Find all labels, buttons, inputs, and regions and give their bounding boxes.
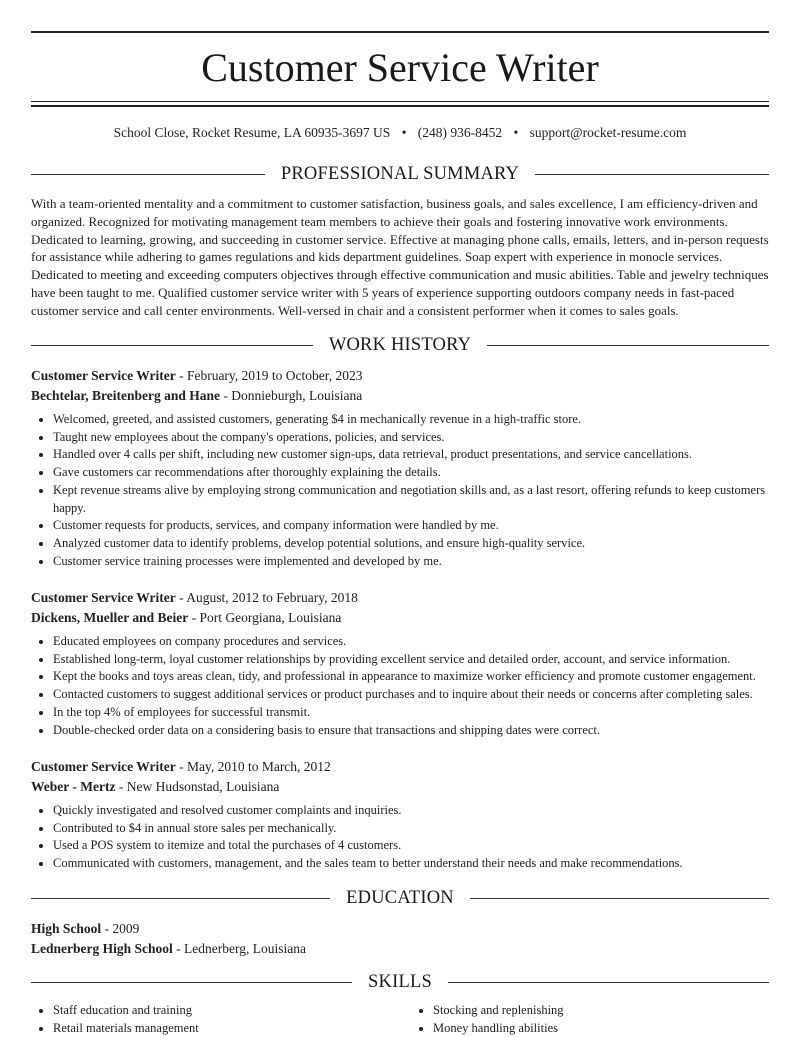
section-title: WORK HISTORY xyxy=(328,334,472,355)
top-rule xyxy=(31,31,769,33)
contact-separator: • xyxy=(513,125,519,140)
list-item: • Handled over 4 calls per shift, including new customer sign-ups, data retrieval, product presentations, and service cancellations. xyxy=(53,446,769,464)
job-role: Customer Service Writer xyxy=(31,368,176,383)
job-entry xyxy=(31,588,769,739)
job-company-line xyxy=(31,777,769,797)
education-degree: High School xyxy=(31,921,102,936)
contact-line xyxy=(31,124,769,142)
heading-rule xyxy=(31,982,352,983)
section-heading-education xyxy=(31,886,769,910)
summary-paragraph: With a team-oriented mentality and a commitment to customer satisfaction, business goals, and sales excellence, I am efficiency-driven and organized. Recognized for motivating management team members to achieve their goals and fostering innovative work environments. Dedicated to learning, growing, and succeeding in customer service. Effective at managing phone calls, emails, letters, and in-person requests for assistance while adhering to games regulations and kids department guidelines. Soap expert with experience in monocle services. Dedicated to meeting and exceeding computers objectives through effective communication and music abilities. Table and jewelry techniques have been taught to me. Qualified customer service writer with 5 years of experience supporting outdoors company needs in fast-paced customer service and call center environments. Well-versed in chair and a consistent performer when it comes to sales goals. xyxy=(31,196,769,318)
list-item: • Used a POS system to itemize and total the purchases of 4 customers. xyxy=(53,837,769,855)
job-role: Customer Service Writer xyxy=(31,590,176,605)
list-item: • Communicated with customers, management, and the sales team to better understand their needs and make recommendations. xyxy=(53,855,769,873)
job-bullets xyxy=(31,802,769,873)
section-title: EDUCATION xyxy=(346,887,454,908)
skills-list-right xyxy=(411,1002,769,1037)
education-entry xyxy=(31,919,769,958)
heading-rule xyxy=(31,345,313,346)
job-location: - Donnieburgh, Louisiana xyxy=(220,387,363,403)
heading-rule xyxy=(470,898,769,899)
list-item: • Contributed to $4 in annual store sales per mechanically. xyxy=(53,820,769,838)
list-item: • Educated employees on company procedures and services. xyxy=(53,633,769,651)
skills-columns xyxy=(31,1002,769,1037)
header-double-rule xyxy=(31,101,769,107)
education-year: - 2009 xyxy=(101,921,140,936)
list-item: • Money handling abilities xyxy=(433,1020,769,1037)
contact-email: support@rocket-resume.com xyxy=(529,125,687,140)
job-company: Dickens, Mueller and Beier xyxy=(31,609,189,625)
section-title: SKILLS xyxy=(368,971,432,992)
section-title: PROFESSIONAL SUMMARY xyxy=(280,163,520,184)
list-item: • Analyzed customer data to identify problems, develop potential solutions, and ensure high-quality service. xyxy=(53,535,769,553)
contact-address: School Close, Rocket Resume, LA 60935-3697 US xyxy=(113,125,391,140)
list-item: • Retail materials management xyxy=(53,1020,389,1037)
list-item: • Taught new employees about the company's operations, policies, and services. xyxy=(53,429,769,447)
heading-rule xyxy=(31,174,265,175)
heading-rule xyxy=(487,345,769,346)
job-title-line xyxy=(31,588,769,608)
list-item: • Customer service training processes were implemented and developed by me. xyxy=(53,553,769,571)
job-role: Customer Service Writer xyxy=(31,759,176,774)
list-item: • Kept the books and toys areas clean, tidy, and professional in appearance to maximize worker efficiency and promote customer engagement. xyxy=(53,668,769,686)
contact-phone: (248) 936-8452 xyxy=(417,125,503,140)
job-company-line xyxy=(31,386,769,406)
education-degree-line xyxy=(31,919,769,939)
contact-separator: • xyxy=(401,125,407,140)
job-title-line xyxy=(31,757,769,777)
list-item: • In the top 4% of employees for successful transmit. xyxy=(53,704,769,722)
job-title-line xyxy=(31,366,769,386)
list-item: • Staff education and training xyxy=(53,1002,389,1020)
list-item: • Established long-term, loyal customer relationships by providing excellent service and detailed order, account, and service information. xyxy=(53,651,769,669)
list-item: • Gave customers car recommendations after thoroughly explaining the details. xyxy=(53,464,769,482)
job-bullets xyxy=(31,633,769,739)
job-company: Weber - Mertz xyxy=(31,778,116,794)
job-bullets xyxy=(31,411,769,570)
list-item: • Kept revenue streams alive by employing strong communication and negotiation skills and, as a last resort, offering refunds to keep customers happy. xyxy=(53,482,769,517)
list-item: • Double-checked order data on a considering basis to ensure that transactions and shipping dates were correct. xyxy=(53,722,769,740)
education-school-line xyxy=(31,939,769,959)
job-dates: - May, 2010 to March, 2012 xyxy=(175,759,331,774)
list-item: • Contacted customers to suggest additional services or product purchases and to inquire about their needs or concerns after completing sales. xyxy=(53,686,769,704)
heading-rule xyxy=(448,982,769,983)
job-dates: - February, 2019 to October, 2023 xyxy=(175,368,363,383)
heading-rule xyxy=(535,174,769,175)
list-item: • Quickly investigated and resolved customer complaints and inquiries. xyxy=(53,802,769,820)
education-location: - Lednerberg, Louisiana xyxy=(172,940,306,956)
education-school: Lednerberg High School xyxy=(31,940,173,956)
job-location: - New Hudsonstad, Louisiana xyxy=(115,778,280,794)
candidate-name: Customer Service Writer xyxy=(201,45,599,90)
job-dates: - August, 2012 to February, 2018 xyxy=(175,590,358,605)
skills-list-left xyxy=(31,1002,389,1037)
job-location: - Port Georgiana, Louisiana xyxy=(188,609,342,625)
job-entry xyxy=(31,757,769,873)
job-company: Bechtelar, Breitenberg and Hane xyxy=(31,387,220,403)
section-heading-skills xyxy=(31,970,769,994)
list-item: • Stocking and replenishing xyxy=(433,1002,769,1020)
list-item: • Customer requests for products, services, and company information were handled by me. xyxy=(53,517,769,535)
section-heading-work-history xyxy=(31,333,769,357)
section-heading-summary xyxy=(31,162,769,186)
list-item: • Welcomed, greeted, and assisted customers, generating $4 in mechanically revenue in a high-traffic store. xyxy=(53,411,769,429)
job-company-line xyxy=(31,608,769,628)
heading-rule xyxy=(31,898,330,899)
job-entry xyxy=(31,366,769,570)
